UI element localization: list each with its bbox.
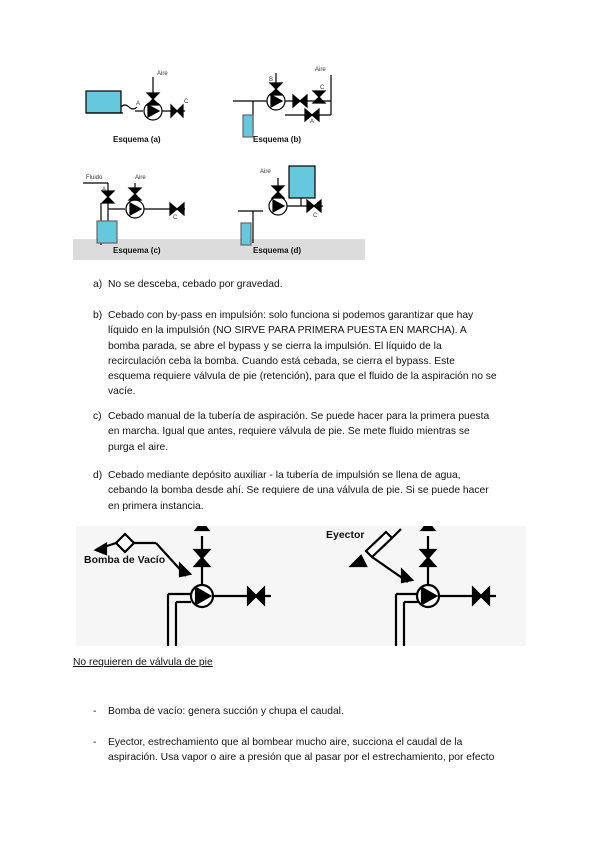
subheading-no-valve: No requieren de válvula de pie: [73, 657, 213, 668]
list-marker-d: d): [93, 470, 103, 481]
vacuum-ejector-drawing: [76, 526, 526, 646]
label-valve-a: A: [136, 101, 141, 107]
vacuum-ejector-figure: [76, 526, 526, 646]
bullet-marker: -: [93, 706, 97, 717]
label-aire-b: Aire: [315, 67, 326, 73]
label-aire-d: Aire: [260, 169, 271, 175]
item-b-line: Cebado con by-pass en impulsión: solo funciona si podemos garantizar que hay: [108, 310, 474, 321]
list-marker-b: b): [93, 310, 103, 321]
list-item-a: [93, 277, 533, 292]
item-b-line: recirculación ceba la bomba. Cuando está cebada, se cierra el bypass. Este: [108, 355, 455, 367]
priming-schemes-figure: [73, 63, 365, 260]
bullet-line: aspiración. Usa vapor o aire a presión que al pasar por el estrechamiento, por efecto: [108, 752, 495, 764]
label-aire-c: Aire: [135, 175, 146, 181]
label-bomba-de-vacio: Bomba de Vacío: [84, 554, 166, 566]
item-c-line: en marcha. Igual que antes, requiere válvula de pie. Se mete fluido mientras se: [108, 426, 470, 438]
caption-esquema-c: Esquema (c): [113, 246, 161, 255]
label-valve-a-c: C: [184, 99, 189, 105]
label-valve-b-c: C: [320, 85, 325, 91]
item-b-line: líquido en la impulsión (NO SIRVE PARA PRIMERA PUESTA EN MARCHA). A: [108, 325, 467, 337]
label-valve-d-c: C: [313, 213, 318, 219]
bullet-line: Eyector, estrechamiento que al bombear mucho aire, succiona el caudal de la: [108, 737, 463, 748]
priming-schemes-drawing: [73, 63, 365, 260]
bullet-line: Bomba de vacío: genera succión y chupa el caudal.: [108, 706, 344, 717]
label-aire-a: Aire: [157, 71, 168, 77]
item-c-line: purga el aire.: [108, 441, 169, 453]
bullet-item-ejector: [93, 735, 533, 766]
list-marker-c: c): [93, 411, 102, 422]
caption-esquema-a: Esquema (a): [113, 135, 161, 144]
list-item-d: [93, 468, 533, 514]
item-d-line: Cebado mediante depósito auxiliar - la tubería de impulsión se llena de agua,: [108, 470, 461, 481]
item-b-line: vacíe.: [108, 386, 136, 398]
item-d-line: en primera instancia.: [108, 500, 204, 512]
item-b-line: esquema requiere válvula de pie (retención), para que el fluido de la aspiración no se: [108, 371, 497, 383]
caption-esquema-b: Esquema (b): [253, 135, 302, 144]
item-c-line: Cebado manual de la tubería de aspiración. Se puede hacer para la primera puesta: [108, 411, 490, 422]
list-item-c: [93, 409, 533, 455]
label-valve-c-c: C: [173, 215, 178, 221]
list-item-b: [93, 308, 533, 400]
label-valve-c-a: A: [102, 187, 107, 193]
list-marker-a: a): [93, 279, 103, 290]
item-d-line: cebando la bomba desde ahí. Se requiere de una válvula de pie. Si se puede hacer: [108, 485, 489, 497]
bullet-item-vacuum: [93, 704, 533, 719]
label-valve-b-top: B: [269, 77, 274, 83]
item-b-line: bomba parada, se abre el bypass y se cierra la impulsión. El líquido de la: [108, 340, 442, 352]
label-eyector: Eyector: [326, 529, 365, 541]
bullet-marker: -: [93, 737, 97, 748]
label-valve-b-bottom: A: [310, 119, 315, 125]
item-a-line: No se desceba, cebado por gravedad.: [108, 279, 283, 290]
label-fluido: Fluido: [86, 175, 103, 181]
caption-esquema-d: Esquema (d): [253, 246, 302, 255]
